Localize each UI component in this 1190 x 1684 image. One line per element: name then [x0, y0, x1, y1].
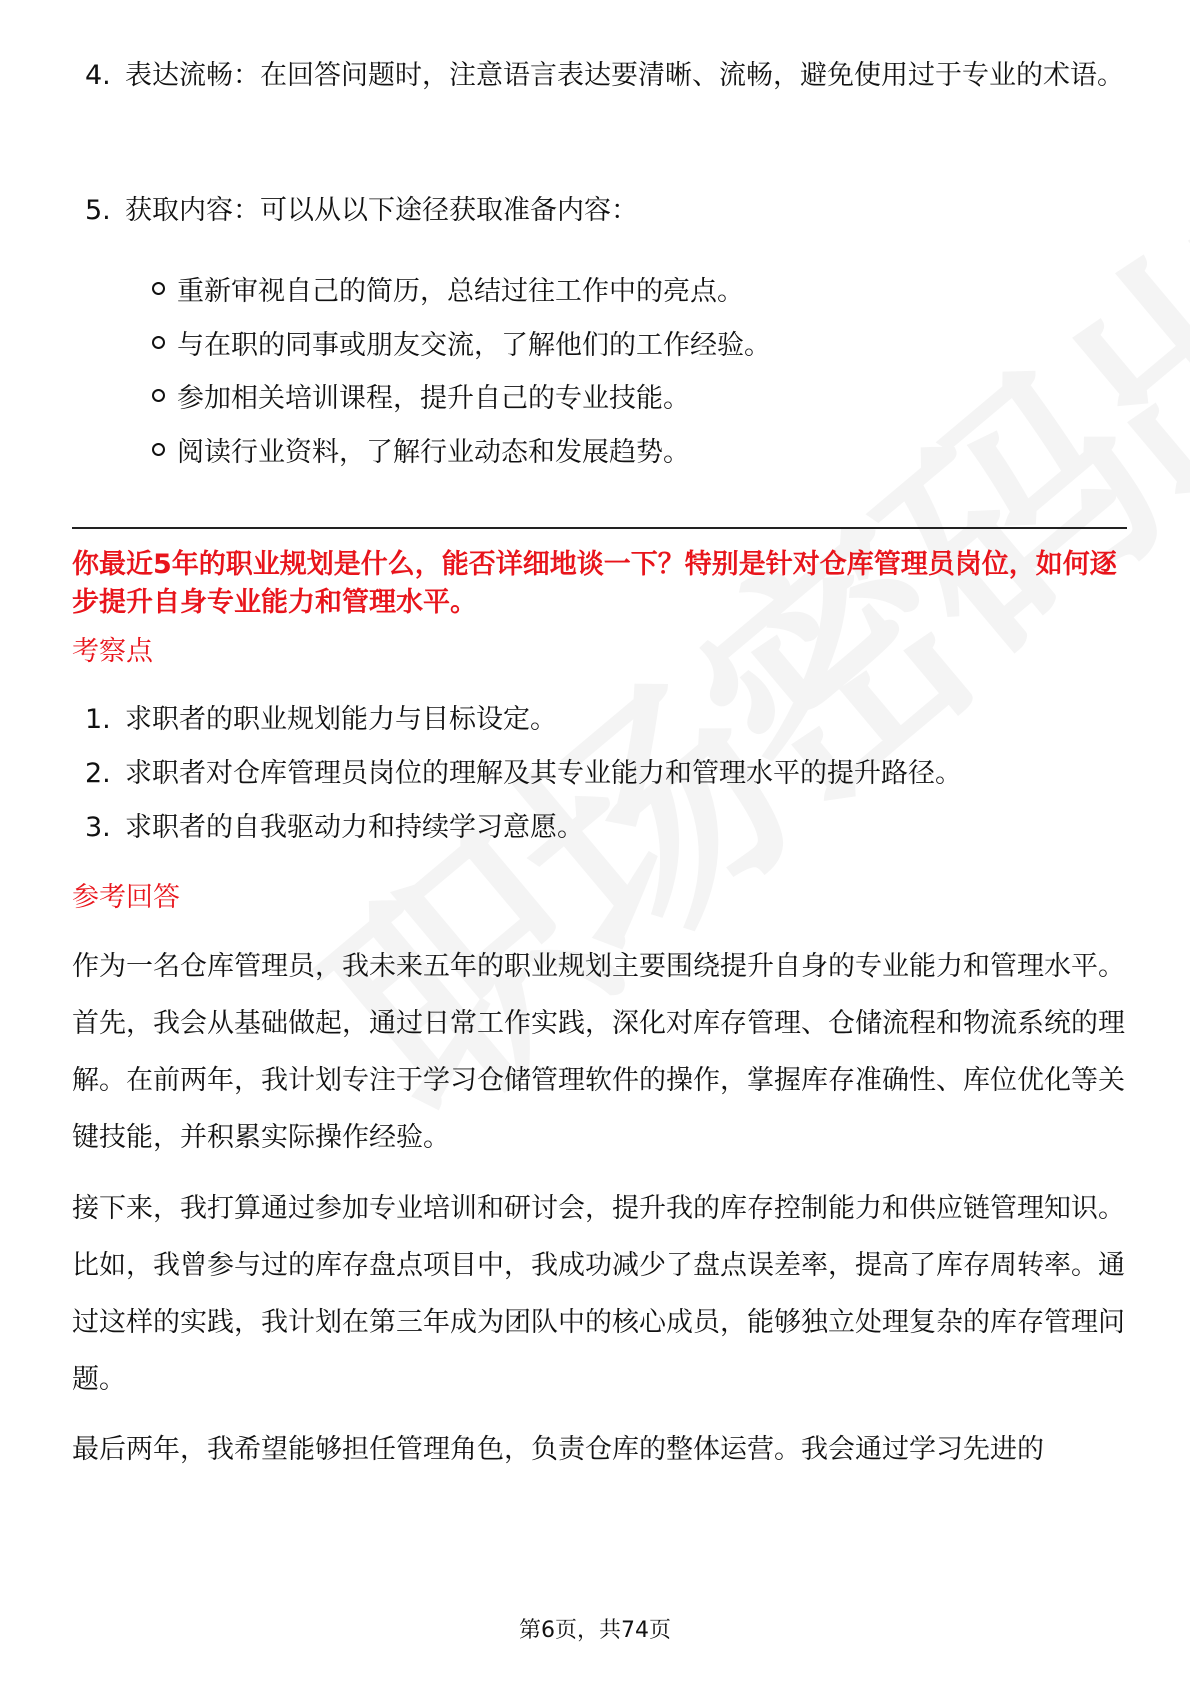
section-title-reference-answer: 参考回答	[72, 882, 180, 913]
list-text: 求职者的职业规划能力与目标设定。	[125, 704, 557, 735]
section-title-assessment-points: 考察点	[72, 636, 153, 667]
bullet-circle-icon	[152, 336, 165, 349]
answer-paragraph: 接下来，我打算通过参加专业培训和研讨会，提升我的库存控制能力和供应链管理知识。比如，我曾参与过的库存盘点项目中，我成功减少了盘点误差率，提高了库存周转率。通过这样的实践，我计划在第三年成为团队中的核心成员，能够独立处理复杂的库存管理问题。	[72, 1193, 1125, 1395]
list-number: 1.	[85, 704, 111, 735]
question-heading: 你最近5年的职业规划是什么，能否详细地谈一下？特别是针对仓库管理员岗位，如何逐步提升自身专业能力和管理水平。	[72, 549, 1117, 618]
list-text: 求职者的自我驱动力和持续学习意愿。	[125, 812, 584, 843]
bullet-text: 参加相关培训课程，提升自己的专业技能。	[177, 383, 690, 414]
list-item	[85, 692, 1125, 748]
section-divider	[72, 527, 1127, 529]
list-number: 5.	[85, 195, 111, 226]
list-item	[85, 48, 1125, 104]
bullet-item	[152, 425, 1052, 481]
answer-paragraph: 最后两年，我希望能够担任管理角色，负责仓库的整体运营。我会通过学习先进的	[72, 1434, 1044, 1465]
answer-paragraph: 作为一名仓库管理员，我未来五年的职业规划主要围绕提升自身的专业能力和管理水平。首先，我会从基础做起，通过日常工作实践，深化对库存管理、仓储流程和物流系统的理解。在前两年，我计划专注于学习仓储管理软件的操作，掌握库存准确性、库位优化等关键技能，并积累实际操作经验。	[72, 951, 1125, 1153]
bullet-circle-icon	[152, 389, 165, 402]
list-text: 获取内容：可以从以下途径获取准备内容：	[125, 195, 638, 226]
list-number: 4.	[85, 60, 111, 91]
page-number-footer: 第6页，共74页	[519, 1618, 671, 1643]
list-item	[85, 746, 1125, 802]
list-text: 表达流畅：在回答问题时，注意语言表达要清晰、流畅，避免使用过于专业的术语。	[125, 60, 1124, 91]
bullet-item	[152, 318, 1052, 374]
bullet-text: 阅读行业资料，了解行业动态和发展趋势。	[177, 437, 690, 468]
list-text: 求职者对仓库管理员岗位的理解及其专业能力和管理水平的提升路径。	[125, 758, 962, 789]
bullet-circle-icon	[152, 443, 165, 456]
list-number: 2.	[85, 758, 111, 789]
list-number: 3.	[85, 812, 111, 843]
bullet-item	[152, 264, 1052, 320]
bullet-text: 重新审视自己的简历，总结过往工作中的亮点。	[177, 276, 744, 307]
bullet-circle-icon	[152, 282, 165, 295]
list-item	[85, 183, 1125, 239]
list-item	[85, 800, 1125, 856]
bullet-item	[152, 371, 1052, 427]
bullet-text: 与在职的同事或朋友交流，了解他们的工作经验。	[177, 330, 771, 361]
